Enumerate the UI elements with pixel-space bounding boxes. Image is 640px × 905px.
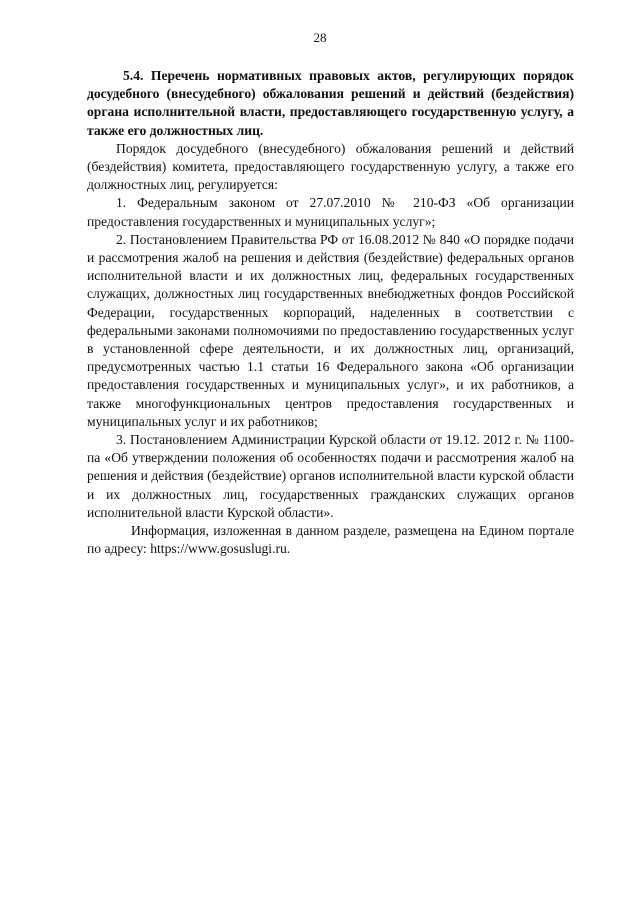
list-item-regional-resolution: 3. Постановлением Администрации Курской области от 19.12. 2012 г. № 1100-па «Об утверждении положения об особенностях подачи и рассмотрения жалоб на решения и действия (бездействие) органов исполнительной власти курской области и их должностных лиц, государственных гражданских служащих органов исполнительной власти Курской области». (87, 432, 574, 520)
list-item-federal-law: 1. Федеральным законом от 27.07.2010 № 210-ФЗ «Об организации предоставления государственных и муниципальных услуг»; (87, 195, 574, 229)
portal-info-paragraph: Информация, изложенная в данном разделе, размещена на Едином портале по адресу: https://www.gosuslugi.ru. (87, 523, 574, 557)
section-heading: 5.4. Перечень нормативных правовых актов, регулирующих порядок досудебного (внесудебного) обжалования решений и действий (бездействия) органа исполнительной власти, предоставляющего государственную услугу, а также его должностных лиц. (87, 68, 574, 138)
document-body (87, 67, 574, 558)
intro-paragraph: Порядок досудебного (внесудебного) обжалования решений и действий (бездействия) комитета, предоставляющего государственную услугу, а также его должностных лиц, регулируется: (87, 140, 574, 193)
list-item-government-resolution: 2. Постановлением Правительства РФ от 16.08.2012 № 840 «О порядке подачи и рассмотрения жалоб на решения и действия (бездействие) федеральных органов исполнительной власти и их должностных лиц, федеральных государственных служащих, должностных лиц государственных внебюджетных фондов Российской Федерации, государственных корпораций, наделенных в соответствии с федеральными законами полномочиями по предоставлению государственных услуг в установленной сфере деятельности, и их должностных лиц, организаций, предусмотренных частью 1.1 статьи 16 Федерального закона «Об организации предоставления государственных и муниципальных услуг», и их работников, а также многофункциональных центров предоставления государственных и муниципальных услуг и их работников; (87, 231, 574, 429)
page-number: 28 (313, 30, 327, 45)
